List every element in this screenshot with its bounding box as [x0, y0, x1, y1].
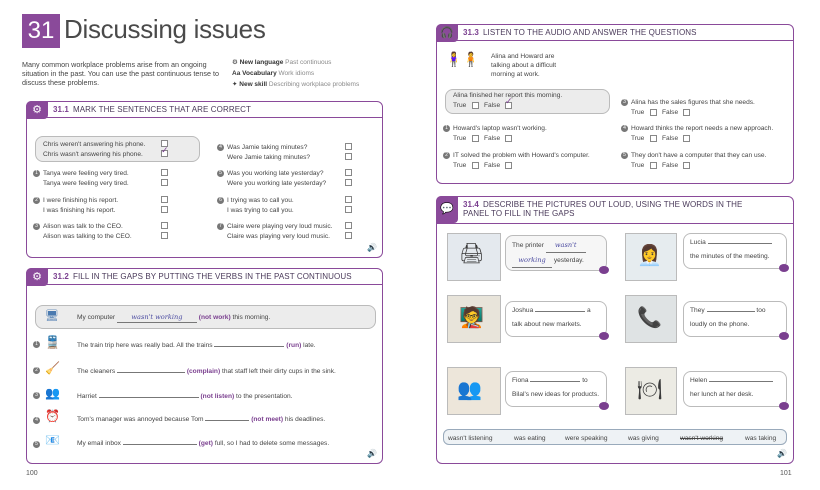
speech-text: Lucia	[690, 239, 706, 246]
sentence-text: his deadlines.	[284, 416, 326, 423]
exercise-title: LISTEN TO THE AUDIO AND ANSWER THE QUESTIONS	[482, 28, 697, 37]
word-option-used[interactable]: wasn't working	[680, 435, 724, 442]
example-text: My computer	[77, 314, 116, 321]
false-label: False	[662, 135, 679, 142]
speech-tail	[779, 264, 789, 272]
false-label: False	[662, 109, 679, 116]
item-number: 2	[443, 152, 450, 159]
item-number: 5	[217, 170, 224, 177]
speech-bubble	[683, 371, 787, 407]
false-label: False	[484, 162, 501, 169]
speech-bubble	[683, 233, 787, 269]
verb-hint: (complain)	[186, 368, 221, 375]
sentence-option: I were finishing his report.	[43, 197, 119, 204]
printer-icon: 🖨	[459, 243, 485, 265]
sentence-option: Tanya were feeling very tired.	[43, 180, 129, 187]
computer-illustration: 🖥	[45, 310, 59, 322]
checkbox[interactable]	[161, 206, 168, 213]
gap-sentence	[77, 367, 336, 376]
answer-input[interactable]	[707, 311, 755, 312]
question: IT solved the problem with Howard's computer.	[453, 152, 590, 159]
sentence-option: Was Jamie taking minutes?	[227, 144, 308, 151]
exercise-title: MARK THE SENTENCES THAT ARE CORRECT	[72, 105, 252, 114]
exercise-31-1	[26, 101, 383, 258]
gears-icon: ⚙	[26, 101, 48, 119]
item-number: 5	[621, 152, 628, 159]
speech-text: talk about new markets.	[512, 321, 582, 328]
example-answer: wasn't	[546, 238, 586, 253]
verb-hint: (run)	[286, 342, 302, 349]
example-answer-line	[117, 313, 197, 323]
true-label: True	[631, 135, 645, 142]
gap-sentence	[77, 415, 325, 424]
sentence-option: Claire were playing very loud music.	[227, 223, 333, 230]
false-checkbox[interactable]	[505, 135, 512, 142]
speech-text: Bilal's new ideas for products.	[512, 391, 600, 398]
page-number-right: 101	[780, 470, 792, 477]
exercise-header	[437, 197, 793, 224]
checkbox[interactable]	[161, 169, 168, 176]
false-checkbox[interactable]	[683, 162, 690, 169]
item-number: 4	[621, 125, 628, 132]
item-number: 3	[621, 99, 628, 106]
example-text: this morning.	[232, 314, 271, 321]
sentence-text: Harriet	[77, 393, 97, 400]
speech-text: the minutes of the meeting.	[690, 253, 770, 260]
sentence-text: The train trip here was really bad. All the trains	[77, 342, 213, 349]
item-number: 7	[217, 223, 224, 230]
speech-text: They	[690, 307, 705, 314]
sentence-option: Alison was talk to the CEO.	[43, 223, 123, 230]
speech-text: yesterday.	[553, 257, 584, 264]
speech-text: Joshua	[512, 307, 534, 314]
sentence-text: that staff left their dirty cups in the sink.	[222, 368, 336, 375]
checkbox[interactable]	[161, 222, 168, 229]
true-checkbox[interactable]	[650, 162, 657, 169]
item-number: 4	[217, 144, 224, 151]
sentence-option: Were you working late yesterday?	[227, 180, 327, 187]
false-label: False	[484, 135, 501, 142]
inbox-illustration: 📧	[45, 433, 60, 447]
sentence-text: My email inbox	[77, 440, 121, 447]
verb-hint: (not meet)	[251, 416, 284, 423]
speech-bubble	[683, 301, 787, 337]
question: Howard's laptop wasn't working.	[453, 125, 547, 132]
true-checkbox[interactable]	[472, 102, 479, 109]
exercise-number: 31.1	[53, 105, 69, 114]
item-number: 3	[33, 223, 40, 230]
example-sentence	[77, 313, 270, 323]
sentence-option: Alison was talking to the CEO.	[43, 233, 132, 240]
sentence-option: I trying was to call you.	[227, 197, 294, 204]
presentation-illustration: 👥	[45, 386, 60, 400]
speech-text: Helen	[690, 377, 708, 384]
false-checkbox[interactable]	[683, 135, 690, 142]
sentence-option: Was you working late yesterday?	[227, 170, 324, 177]
gap-sentence	[77, 439, 329, 448]
speech-tail	[599, 402, 609, 410]
woman-eating-icon: 🍽	[637, 379, 663, 401]
item-number: 1	[33, 170, 40, 177]
checkbox[interactable]	[161, 196, 168, 203]
checkbox[interactable]	[161, 232, 168, 239]
audio-icon[interactable]: 🔊	[367, 449, 377, 458]
answer-input[interactable]	[123, 444, 197, 445]
legend-label: New skill	[239, 81, 268, 88]
audio-context: Alina and Howard are talking about a difficult morning at work.	[491, 53, 557, 78]
word-panel	[443, 429, 787, 445]
question: Howard thinks the report needs a new approach.	[631, 125, 774, 132]
true-checkbox[interactable]	[650, 109, 657, 116]
item-number: 2	[33, 197, 40, 204]
question: Alina has the sales figures that she needs.	[631, 99, 755, 106]
answer-input[interactable]	[214, 346, 284, 347]
word-option[interactable]: wasn't listening	[448, 435, 493, 442]
sentence-option: Tanya were feeling very tired.	[43, 170, 129, 177]
speech-text: too	[756, 307, 766, 314]
speech-tail	[779, 402, 789, 410]
checkbox[interactable]	[161, 179, 168, 186]
exercise-31-3	[436, 24, 794, 184]
audio-icon[interactable]: 🔊	[367, 243, 377, 252]
false-checkbox[interactable]	[505, 162, 512, 169]
exercise-header	[437, 25, 793, 41]
example-sentence: Alina finished her report this morning.	[453, 92, 563, 99]
speech-tail	[599, 332, 609, 340]
sentence-option: I was finishing his report.	[43, 207, 116, 214]
gap-sentence	[77, 341, 316, 350]
exercise-title: FILL IN THE GAPS BY PUTTING THE VERBS IN THE PAST CONTINUOUS	[72, 272, 352, 281]
legend-label: Vocabulary	[242, 70, 277, 77]
sentence-text: to the presentation.	[236, 393, 293, 400]
intro-text: Many common workplace problems arise from an ongoing situation in the past. You can use the past continuous tense to discuss these problems.	[22, 60, 219, 88]
legend-label: New language	[239, 59, 284, 66]
verb-hint: (not work)	[198, 314, 231, 321]
true-label: True	[453, 102, 467, 109]
gear-icon: ⚙	[232, 59, 238, 66]
exercise-31-2	[26, 268, 383, 464]
legend-value: Work idioms	[278, 70, 315, 77]
exercise-number: 31.4	[463, 200, 479, 209]
word-option[interactable]: was taking	[745, 435, 777, 442]
speech-text: The printer	[512, 242, 544, 249]
answer-input[interactable]	[205, 420, 249, 421]
headphones-icon: 🎧	[436, 24, 458, 42]
item-number: 1	[443, 125, 450, 132]
answer-input[interactable]	[99, 397, 199, 398]
speech-text: Fiona	[512, 377, 529, 384]
checkbox[interactable]	[345, 153, 352, 160]
true-label: True	[453, 135, 467, 142]
vocab-icon: Aa	[232, 70, 241, 77]
checkbox[interactable]	[345, 206, 352, 213]
true-checkbox[interactable]	[650, 135, 657, 142]
sentence-text: Tom's manager was annoyed because Tom	[77, 416, 204, 423]
false-label: False	[484, 102, 501, 109]
checkbox[interactable]	[345, 179, 352, 186]
sentence-text: late.	[303, 342, 316, 349]
exercise-header	[27, 102, 382, 118]
legend-value: Past continuous	[285, 59, 332, 66]
sentence-text: The cleaners	[77, 368, 116, 375]
word-option[interactable]: were speaking	[565, 435, 608, 442]
exercise-31-4	[436, 196, 794, 464]
verb-hint: (get)	[198, 440, 213, 447]
true-label: True	[631, 109, 645, 116]
answer-input[interactable]	[535, 311, 585, 312]
true-label: True	[453, 162, 467, 169]
word-option[interactable]: was giving	[628, 435, 659, 442]
verb-hint: (not listen)	[200, 393, 235, 400]
word-option[interactable]: was eating	[514, 435, 546, 442]
example-answer: wasn't working	[131, 313, 183, 321]
item-number: 3	[33, 392, 40, 399]
example-answer: working	[512, 253, 552, 268]
checkbox[interactable]	[345, 232, 352, 239]
legend-value: Describing workplace problems	[268, 81, 360, 88]
man-presenting-icon: 🧑‍🏫	[459, 307, 484, 329]
speech-bubble-icon: 💬	[436, 196, 458, 223]
question: They don't have a computer that they can use.	[631, 152, 767, 159]
cleaners-illustration: 🧹	[45, 361, 60, 375]
sentence-option: Claire was playing very loud music.	[227, 233, 330, 240]
sentence-option: Were Jamie taking minutes?	[227, 154, 311, 161]
audio-icon[interactable]: 🔊	[777, 449, 787, 458]
phone-people-icon: 📞	[637, 307, 662, 329]
train-illustration: 🚆	[45, 335, 60, 349]
checkbox[interactable]	[345, 169, 352, 176]
page-number-left: 100	[26, 470, 38, 477]
example-sentence: Chris wasn't answering his phone.	[43, 151, 143, 158]
sentence-text: full, so I had to delete some messages.	[214, 440, 330, 447]
people-illustration: 🧍‍♀️🧍	[445, 51, 480, 67]
checkbox[interactable]	[345, 222, 352, 229]
item-number: 4	[33, 417, 40, 424]
gears-icon: ⚙	[26, 268, 48, 286]
speech-tail	[599, 266, 609, 274]
item-number: 2	[33, 367, 40, 374]
unit-legend	[232, 57, 359, 90]
speech-bubble	[505, 371, 607, 407]
check-mark-icon: ✓	[161, 146, 169, 156]
deadline-illustration: ⏰	[45, 409, 60, 423]
checkbox[interactable]	[345, 196, 352, 203]
speech-text: to	[582, 377, 588, 384]
speech-tail	[779, 332, 789, 340]
exercise-number: 31.3	[463, 28, 479, 37]
answer-input[interactable]	[709, 381, 773, 382]
check-mark-icon: ✓	[505, 97, 513, 107]
answer-input[interactable]	[708, 243, 772, 244]
checkbox[interactable]	[345, 143, 352, 150]
speech-bubble	[505, 301, 607, 337]
answer-input[interactable]	[530, 381, 580, 382]
speech-text: a	[586, 307, 591, 314]
speech-text: her lunch at her desk.	[690, 391, 754, 398]
sentence-option: I was trying to call you.	[227, 207, 294, 214]
gap-sentence	[77, 392, 292, 401]
two-people-icon: 👥	[457, 379, 482, 401]
answer-input[interactable]	[117, 372, 185, 373]
true-checkbox[interactable]	[472, 135, 479, 142]
example-speech-bubble	[505, 235, 607, 271]
exercise-title: PANEL TO FILL IN THE GAPS	[463, 209, 575, 218]
speech-text: loudly on the phone.	[690, 321, 750, 328]
exercise-number: 31.2	[53, 272, 69, 281]
example-sentence: Chris weren't answering his phone.	[43, 141, 146, 148]
exercise-title: DESCRIBE THE PICTURES OUT LOUD, USING THE WORDS IN THE	[482, 200, 743, 209]
exercise-header	[27, 269, 382, 285]
skill-icon: ✦	[232, 81, 238, 88]
false-label: False	[662, 162, 679, 169]
item-number: 6	[217, 197, 224, 204]
true-label: True	[631, 162, 645, 169]
item-number: 5	[33, 441, 40, 448]
true-checkbox[interactable]	[472, 162, 479, 169]
unit-title: Discussing issues	[64, 14, 266, 44]
unit-number: 31	[22, 14, 60, 48]
false-checkbox[interactable]	[683, 109, 690, 116]
item-number: 1	[33, 341, 40, 348]
woman-writing-icon: 👩‍💼	[637, 245, 662, 267]
